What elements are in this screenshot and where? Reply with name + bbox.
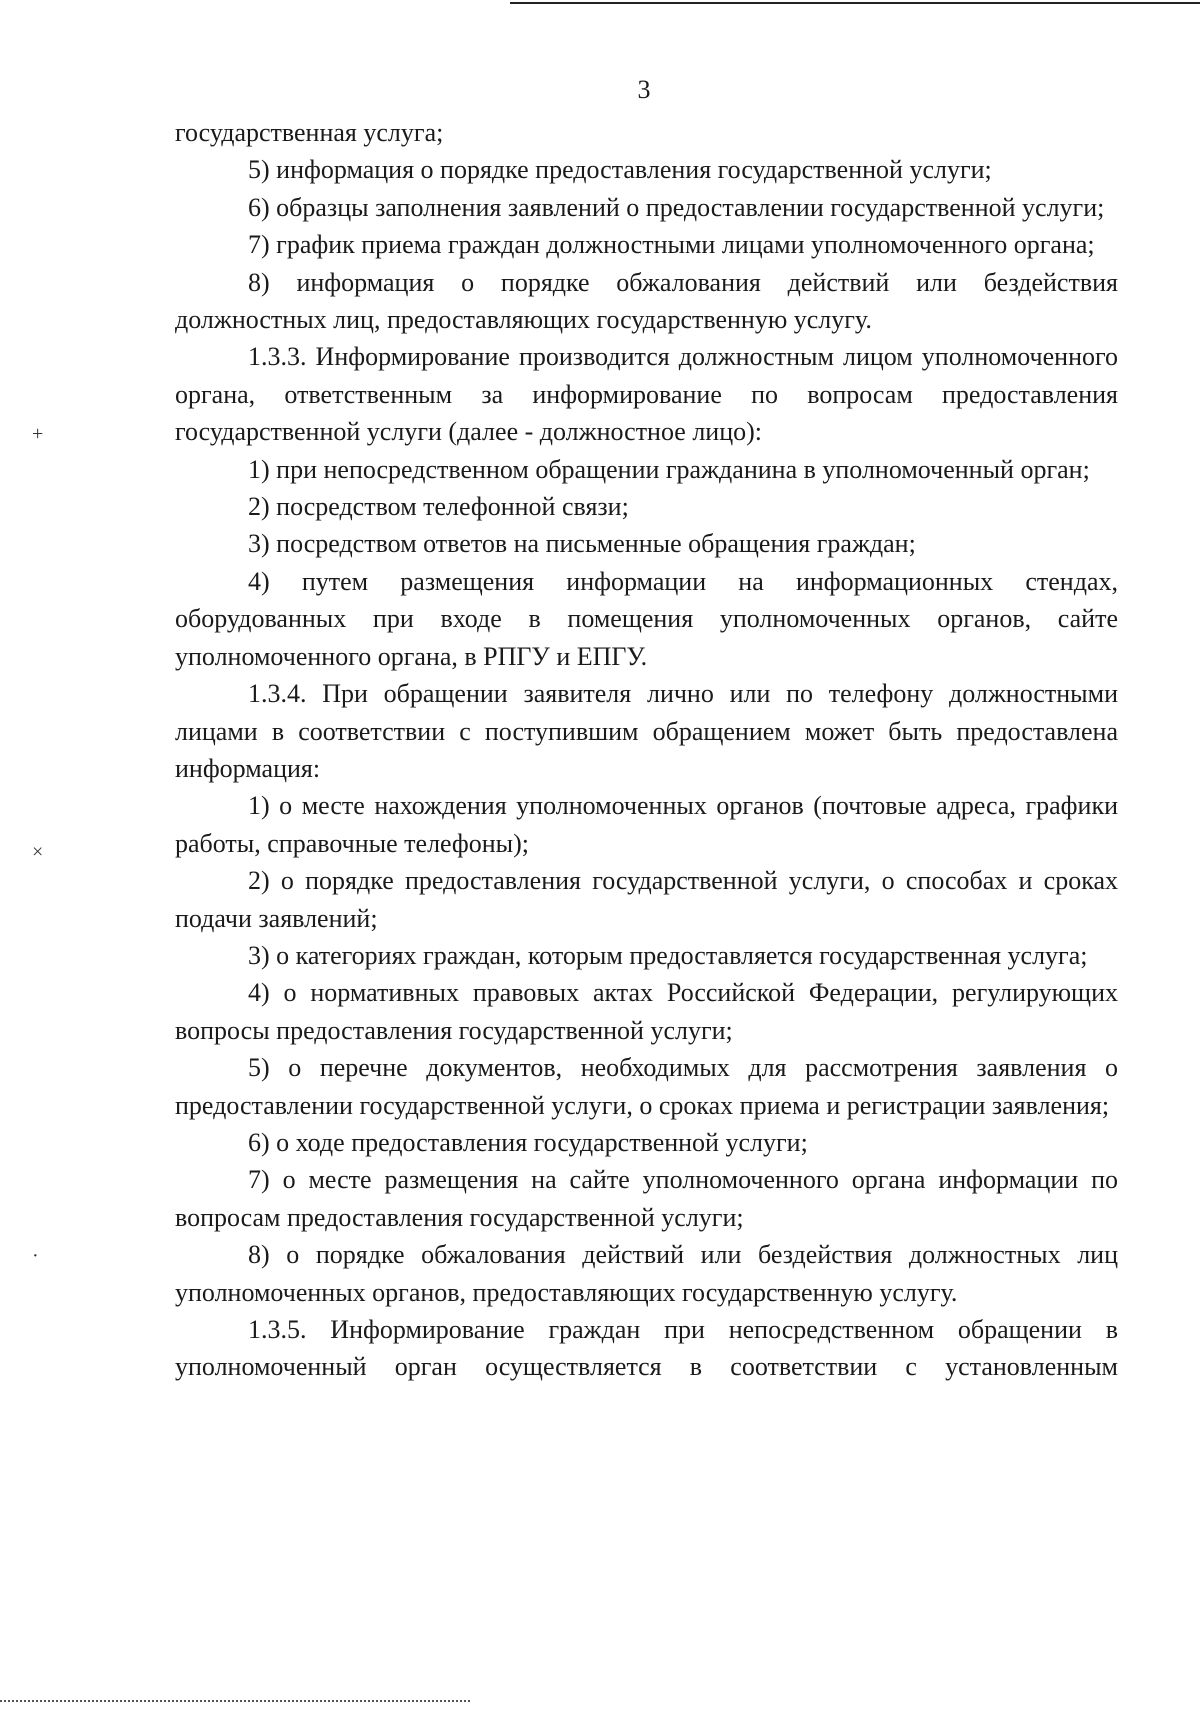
paragraph: 1.3.3. Информирование производится должностным лицом уполномоченного органа, ответственным за информирование по вопросам предоставления государственной услуги (далее - должностное лицо): [175, 342, 1118, 447]
paragraph: 2) о порядке предоставления государственной услуги, о способах и сроках подачи заявлений; [175, 866, 1118, 933]
page-number: 3 [637, 75, 651, 104]
paragraph: 4) о нормативных правовых актах Российской Федерации, регулирующих вопросы предоставления государственной услуги; [175, 978, 1118, 1045]
paragraph: государственная услуга; [175, 118, 444, 147]
document-body [175, 114, 1118, 1386]
paragraph: 2) посредством телефонной связи; [248, 492, 629, 522]
margin-speck: + [32, 423, 44, 445]
top-edge-rule [510, 2, 1200, 4]
paragraph: 6) образцы заполнения заявлений о предоставлении государственной услуги; [248, 192, 1105, 222]
paragraph: 3) посредством ответов на письменные обращения граждан; [248, 529, 916, 559]
bottom-edge-dots [0, 1700, 470, 1704]
paragraph: 4) путем размещения информации на информационных стендах, оборудованных при входе в помещения уполномоченных органов, сайте уполномоченного органа, в РПГУ и ЕПГУ. [175, 566, 1118, 671]
paragraph: 1) при непосредственном обращении гражданина в уполномоченный орган; [248, 454, 1090, 484]
margin-speck: · [32, 1245, 39, 1267]
paragraph: 1.3.4. При обращении заявителя лично или по телефону должностными лицами в соответствии с поступившим обращением может быть предоставлена информация: [175, 679, 1118, 783]
paragraph: 5) информация о порядке предоставления государственной услуги; [248, 155, 992, 185]
paragraph: 5) о перечне документов, необходимых для рассмотрения заявления о предоставлении государственной услуги, о сроках приема и регистрации заявления; [175, 1053, 1118, 1120]
paragraph: 7) о месте размещения на сайте уполномоченного органа информации по вопросам предоставления государственной услуги; [175, 1165, 1118, 1232]
margin-speck: × [32, 841, 44, 863]
paragraph: 8) информация о порядке обжалования действий или бездействия должностных лиц, предоставляющих государственную услугу. [175, 267, 1118, 335]
paragraph: 1.3.5. Информирование граждан при непосредственном обращении в уполномоченный орган осуществляется в соответствии с установленным [175, 1315, 1118, 1382]
paragraph: 7) график приема граждан должностными лицами уполномоченного органа; [248, 230, 1095, 260]
paragraph: 8) о порядке обжалования действий или бездействия должностных лиц уполномоченных органов, предоставляющих государственную услугу. [175, 1240, 1118, 1307]
paragraph: 6) о ходе предоставления государственной услуги; [248, 1127, 808, 1157]
paragraph: 1) о месте нахождения уполномоченных органов (почтовые адреса, графики работы, справочные телефоны); [175, 791, 1118, 858]
paragraph: 3) о категориях граждан, которым предоставляется государственная услуга; [248, 940, 1088, 970]
